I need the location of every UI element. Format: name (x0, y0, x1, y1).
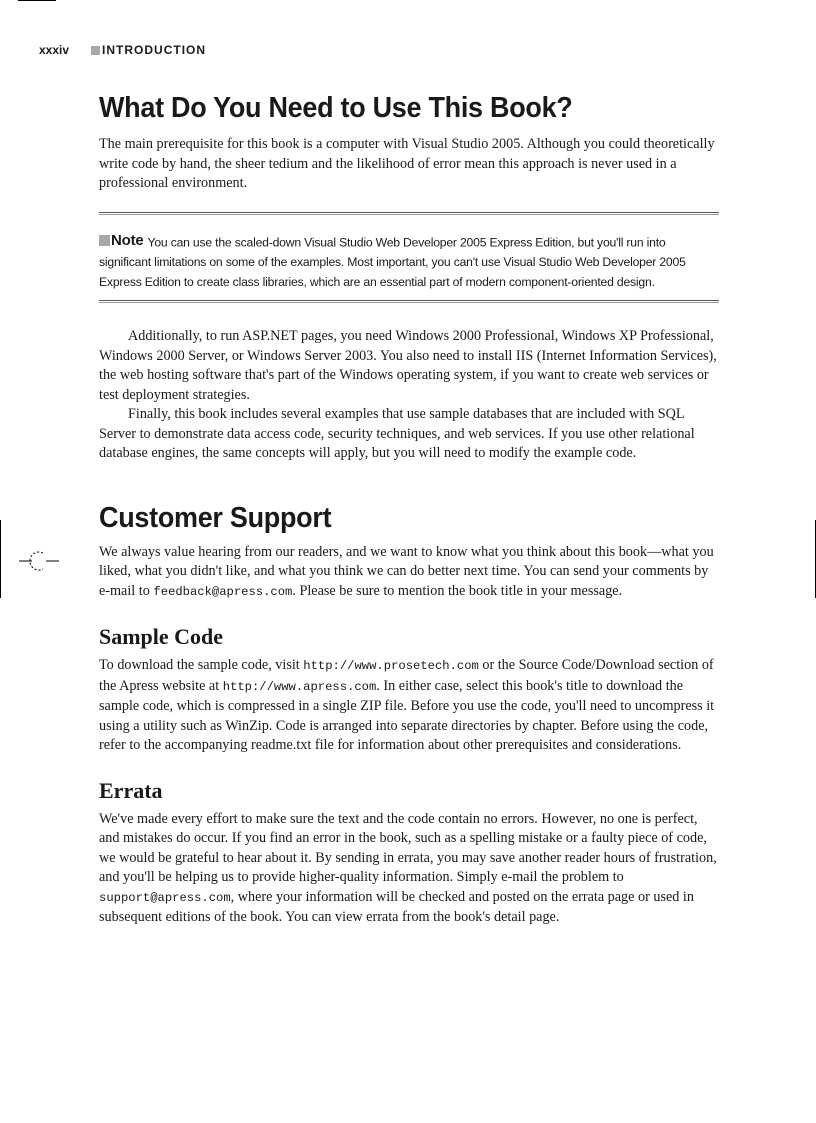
registration-mark-icon (19, 548, 59, 574)
heading-errata: Errata (99, 777, 163, 803)
note-marker-icon (99, 235, 110, 246)
customer-support-paragraph: We always value hearing from our readers, and we want to know what you think about this book—what you liked, what you didn't like, and what you think we can do better next time. You can send your comments by e-mail to feedback@apress.com. Please be sure to mention the book title in your message. (99, 543, 714, 599)
feedback-email: feedback@apress.com (153, 584, 293, 599)
sample-code-paragraph: To download the sample code, visit http://www.prosetech.com or the Source Code/Download section of the Apress website at http://www.apress.com. In either case, select this book's title to download the sample code, which is compressed in a single ZIP file. Before you use the code, you'll need to uncompress it using a utility such as WinZip. Code is arranged into separate directories by chapter. Before using the code, refer to the accompanying readme.txt file for information about other prerequisites and considerations. (99, 657, 715, 753)
crop-mark-left (0, 520, 1, 598)
note-text: You can use the scaled-down Visual Studio Web Developer 2005 Express Edition, but you'll run into significant limitations on some of the examples. Most important, you can't use Visual Studio Web Developer 2005 Express Edition to create class libraries, which are an essential part of modern component-oriented design. (99, 235, 686, 289)
errata-paragraph: We've made every effort to make sure the text and the code contain no errors. However, no one is perfect, and mistakes do occur. If you find an error in the book, such as a spelling mistake or a faulty piece of code, we would be grateful to hear about it. By sending in errata, you may save another reader hours of frustration, and you'll be helping us to provide higher-quality information. Simply e-mail the problem to support@apress.com, where your information will be checked and posted on the errata page or used in subsequent editions of the book. You can view errata from the book's detail page. (99, 810, 717, 925)
note-rule-top (99, 212, 719, 215)
heading-sample-code: Sample Code (99, 624, 224, 649)
page-number: xxxiv (39, 43, 70, 57)
page-content (99, 92, 719, 928)
requirements-paragraph-2: Additionally, to run ASP.NET pages, you need Windows 2000 Professional, Windows XP Professional, Windows 2000 Server, or Windows Server 2003. You also need to install IIS (Internet Information Services), the web hosting software that's part of the Windows operating system, if you want to create web services or test deployment strategies. (99, 328, 717, 403)
section-name: INTRODUCTION (102, 43, 207, 57)
heading-requirements: What Do You Need to Use This Book? (99, 92, 573, 124)
note-rule-bottom (99, 300, 719, 303)
prosetech-url: http://www.prosetech.com (303, 659, 479, 673)
requirements-intro: The main prerequisite for this book is a computer with Visual Studio 2005. Although you could theoretically write code by hand, the sheer tedium and the likelihood of error mean this approach is never used in a professional environment. (99, 136, 715, 191)
running-head (39, 43, 206, 57)
note-label: Note (99, 231, 144, 251)
support-email: support@apress.com (99, 890, 231, 905)
apress-url: http://www.apress.com (222, 679, 377, 694)
heading-customer-support: Customer Support (99, 501, 332, 534)
section-marker-icon (91, 46, 100, 55)
crop-mark-top (18, 0, 56, 1)
requirements-paragraph-3: Finally, this book includes several examples that use sample databases that are included with SQL Server to demonstrate data access code, security techniques, and web services. If you use other relational database engines, the same concepts will apply, but you will need to modify the example code. (99, 406, 695, 461)
note-box (99, 231, 719, 293)
